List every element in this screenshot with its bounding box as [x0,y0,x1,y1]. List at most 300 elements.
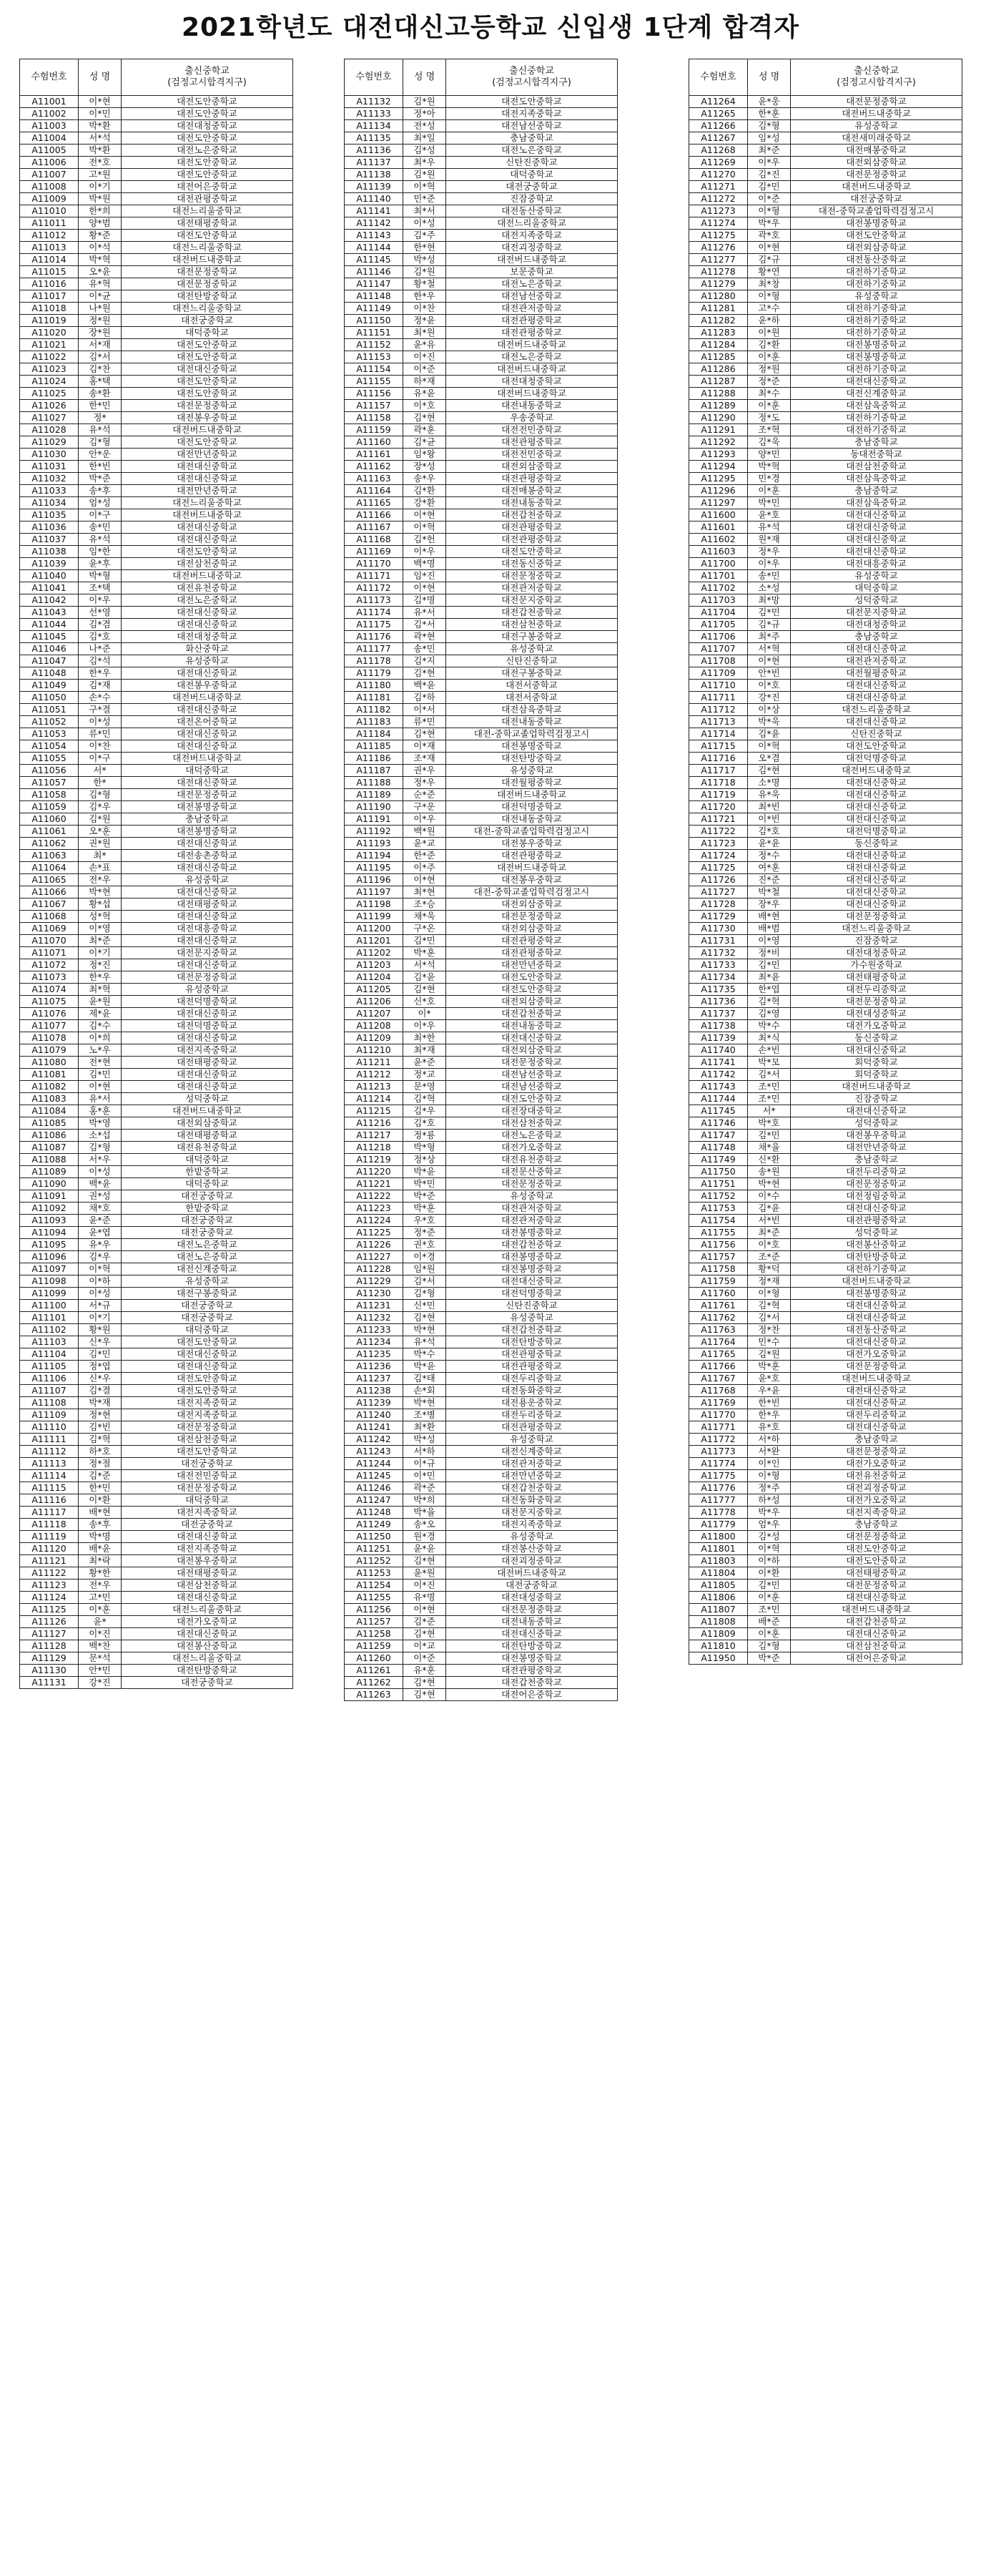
school-cell: 대전문지중학교 [122,947,293,959]
table-row [689,1592,962,1604]
table-row [345,1640,618,1652]
school-cell: 대전봉명중학교 [791,1288,962,1300]
name-cell: 김*균 [403,436,446,449]
name-cell: 이*훈 [748,1592,791,1604]
name-cell: 유*석 [748,521,791,534]
table-row [689,728,962,740]
name-cell: 정*준 [403,1227,446,1239]
name-cell: 이*혁 [748,740,791,753]
school-cell: 대전도안중학교 [122,108,293,120]
name-cell: 한*민 [79,400,122,412]
name-cell: 한*우 [403,290,446,303]
table-row [20,570,293,582]
name-cell: 강*환 [403,497,446,509]
table-row [689,388,962,400]
name-cell: 박*현 [79,886,122,898]
school-cell: 대전대흥중학교 [791,558,962,570]
school-cell: 대전새미래중학교 [791,132,962,145]
exam-number-cell: A11808 [689,1616,748,1628]
name-cell: 조*민 [748,1081,791,1093]
name-cell: 이*훈 [748,400,791,412]
table-row [689,1275,962,1288]
table-row [345,1239,618,1251]
name-cell: 김*수 [79,1020,122,1032]
table-row [689,680,962,692]
table-row [20,643,293,655]
table-row [345,594,618,607]
name-cell: 조*민 [748,1604,791,1616]
exam-number-cell: A11026 [20,400,79,412]
table-row [345,1288,618,1300]
table-row [345,1069,618,1081]
school-cell: 유성중학교 [446,1434,618,1446]
exam-number-cell: A11260 [345,1652,403,1665]
name-cell: 한*빈 [748,1397,791,1409]
table-row [345,1178,618,1190]
school-cell: 대전문정중학교 [122,400,293,412]
table-row [20,1494,293,1507]
school-cell: 대전태평중학교 [122,1057,293,1069]
table-row [345,1154,618,1166]
table-row [20,1604,293,1616]
name-cell: 최*한 [403,1032,446,1044]
table-row [689,643,962,655]
school-cell: 대전대신중학교 [791,376,962,388]
table-row [20,1470,293,1482]
school-cell: 대전지족중학교 [791,1507,962,1519]
name-cell: 김*현 [403,1677,446,1689]
table-row [689,242,962,254]
header-school-line1: 출신중학교 [854,66,899,77]
exam-number-cell: A11801 [689,1543,748,1555]
exam-number-cell: A11115 [20,1482,79,1494]
name-cell: 김*환 [748,339,791,351]
name-cell: 김*현 [403,1628,446,1640]
exam-number-cell: A11073 [20,971,79,984]
exam-number-cell: A11209 [345,1032,403,1044]
table-row [689,169,962,181]
exam-number-cell: A11050 [20,692,79,704]
table-row [20,1361,293,1373]
exam-number-cell: A11114 [20,1470,79,1482]
table-row [345,120,618,132]
header-school-line2: (검정고시합격지구) [492,77,571,88]
exam-number-cell: A11112 [20,1446,79,1458]
school-cell: 대전노은중학교 [122,1239,293,1251]
name-cell: 소*명 [748,777,791,789]
school-cell: 충남중학교 [791,485,962,497]
name-cell: 박*민 [748,497,791,509]
exam-number-cell: A11229 [345,1275,403,1288]
name-cell: 한*희 [79,205,122,217]
school-cell: 진잠중학교 [791,935,962,947]
name-cell: 한*준 [403,850,446,862]
exam-number-cell: A11261 [345,1665,403,1677]
table-row [20,1567,293,1580]
table-row [20,230,293,242]
exam-number-cell: A11772 [689,1434,748,1446]
name-cell: 백*명 [403,558,446,570]
name-cell: 손*빈 [748,1044,791,1057]
exam-number-cell: A11185 [345,740,403,753]
exam-number-cell: A11047 [20,655,79,667]
exam-number-cell: A11127 [20,1628,79,1640]
exam-number-cell: A11085 [20,1117,79,1130]
exam-number-cell: A11122 [20,1567,79,1580]
exam-number-cell: A11175 [345,619,403,631]
table-row [20,886,293,898]
exam-number-cell: A11097 [20,1263,79,1275]
school-cell: 대전대신중학교 [791,716,962,728]
exam-number-cell: A11164 [345,485,403,497]
name-cell: 김*환 [403,485,446,497]
school-cell: 대전대신중학교 [791,643,962,655]
exam-number-cell: A11224 [345,1215,403,1227]
name-cell: 제*윤 [79,1008,122,1020]
exam-number-cell: A11191 [345,813,403,826]
table-row [20,266,293,278]
name-cell: 박*재 [79,1397,122,1409]
name-cell: 이*진 [403,351,446,363]
school-cell: 대전버드내중학교 [791,108,962,120]
school-cell: 유성중학교 [791,290,962,303]
name-cell: 윤* [79,1616,122,1628]
name-cell: 최*준 [748,145,791,157]
name-cell: 이*하 [79,1275,122,1288]
school-cell: 대전문정중학교 [446,1604,618,1616]
exam-number-cell: A11233 [345,1324,403,1336]
exam-number-cell: A11201 [345,935,403,947]
school-cell: 대전문산중학교 [446,1166,618,1178]
table-row [20,388,293,400]
table-row [689,1567,962,1580]
table-row [20,996,293,1008]
exam-number-cell: A11130 [20,1665,79,1677]
table-row [345,497,618,509]
school-cell: 대전태평중학교 [122,1130,293,1142]
table-row [20,1312,293,1324]
exam-number-cell: A11221 [345,1178,403,1190]
name-cell: 김*현 [403,1689,446,1701]
name-cell: 한*민 [79,1482,122,1494]
school-cell: 신탄진중학교 [446,1300,618,1312]
school-cell: 대전관저중학교 [446,1458,618,1470]
table-row [689,509,962,521]
name-cell: 권*우 [403,765,446,777]
name-cell: 곽*현 [403,631,446,643]
exam-number-cell: A11057 [20,777,79,789]
exam-number-cell: A11193 [345,838,403,850]
table-row [345,351,618,363]
exam-number-cell: A11207 [345,1008,403,1020]
exam-number-cell: A11051 [20,704,79,716]
table-row [20,619,293,631]
table-row [20,1154,293,1166]
table-row [689,1057,962,1069]
table-row [345,971,618,984]
exam-number-cell: A11263 [345,1689,403,1701]
exam-number-cell: A11213 [345,1081,403,1093]
name-cell: 이*준 [403,1652,446,1665]
table-row [345,801,618,813]
table-row [345,1409,618,1421]
exam-number-cell: A11283 [689,327,748,339]
table-row [689,607,962,619]
table-row [345,436,618,449]
table-row [20,1336,293,1348]
table-row [345,765,618,777]
table-row [20,558,293,570]
name-cell: 박*혁 [748,461,791,473]
exam-number-cell: A11254 [345,1580,403,1592]
name-cell: 조*택 [79,582,122,594]
name-cell: 엄*성 [79,497,122,509]
exam-number-cell: A11737 [689,1008,748,1020]
table-row [20,145,293,157]
exam-number-cell: A11001 [20,96,79,108]
school-cell: 대전외삼중학교 [446,996,618,1008]
name-cell: 임*성 [748,132,791,145]
exam-number-cell: A11165 [345,497,403,509]
name-cell: 김*형 [748,120,791,132]
name-cell: 이*원 [748,327,791,339]
exam-number-cell: A11154 [345,363,403,376]
school-cell: 유성중학교 [791,120,962,132]
admission-table [344,59,618,1701]
name-cell: 이*성 [79,1166,122,1178]
school-cell: 대전노은중학교 [122,594,293,607]
table-row [345,1020,618,1032]
exam-number-cell: A11134 [345,120,403,132]
school-cell: 대덕중학교 [122,1178,293,1190]
name-cell: 황*연 [748,266,791,278]
exam-number-cell: A11092 [20,1203,79,1215]
school-cell: 유성중학교 [791,570,962,582]
name-cell: 전*우 [79,874,122,886]
name-cell: 문*영 [403,1081,446,1093]
exam-number-cell: A11012 [20,230,79,242]
school-cell: 대전지족중학교 [446,1519,618,1531]
name-cell: 이*인 [748,1458,791,1470]
table-row [20,157,293,169]
school-cell: 대전용운중학교 [446,1397,618,1409]
header-exam-number: 수험번호 [689,59,748,96]
school-cell: 대전-중학교졸업학력검정고시 [446,728,618,740]
table-row [345,303,618,315]
table-row [20,862,293,874]
name-cell: 우*윤 [748,1385,791,1397]
name-cell: 권*원 [79,838,122,850]
school-cell: 대전갑천중학교 [446,1324,618,1336]
table-row [20,327,293,339]
school-cell: 대전-중학교졸업학력검정고시 [791,205,962,217]
table-row [345,1130,618,1142]
exam-number-cell: A11759 [689,1275,748,1288]
school-cell: 대전유천중학교 [122,582,293,594]
exam-number-cell: A11603 [689,546,748,558]
exam-number-cell: A11208 [345,1020,403,1032]
name-cell: 김*현 [403,412,446,424]
exam-number-cell: A11244 [345,1458,403,1470]
table-row [345,704,618,716]
school-cell: 대전문지중학교 [791,607,962,619]
school-cell: 대전대신중학교 [122,862,293,874]
school-cell: 대전만년중학교 [791,1142,962,1154]
school-cell: 대전-중학교졸업학력검정고시 [446,826,618,838]
school-cell: 대전관평중학교 [446,436,618,449]
name-cell: 황*철 [403,278,446,290]
name-cell: 박*준 [748,1652,791,1665]
table-row [345,181,618,193]
table-row [689,412,962,424]
name-cell: 박*훈 [748,1361,791,1373]
name-cell: 김*영 [748,1008,791,1020]
school-cell: 대전외삼중학교 [446,1044,618,1057]
exam-number-cell: A11277 [689,254,748,266]
exam-number-cell: A11189 [345,789,403,801]
table-row [345,1652,618,1665]
school-cell: 유성중학교 [122,874,293,886]
school-cell: 대전대신중학교 [791,1300,962,1312]
table-row [689,594,962,607]
exam-number-cell: A11248 [345,1507,403,1519]
exam-number-cell: A11235 [345,1348,403,1361]
table-row [689,1324,962,1336]
table-row [345,1008,618,1020]
table-row [20,449,293,461]
school-cell: 대전느리울중학교 [122,1652,293,1665]
name-cell: 채*율 [748,1142,791,1154]
school-cell: 대전대성중학교 [791,1008,962,1020]
school-cell: 대전대흥중학교 [122,923,293,935]
name-cell: 박*민 [403,1178,446,1190]
school-cell: 대전느리울중학교 [122,303,293,315]
table-row [20,1507,293,1519]
header-exam-number: 수험번호 [345,59,403,96]
exam-number-cell: A11708 [689,655,748,667]
school-cell: 유성중학교 [446,765,618,777]
school-cell: 대전전민중학교 [446,424,618,436]
name-cell: 박*현 [403,1324,446,1336]
exam-number-cell: A11113 [20,1458,79,1470]
exam-number-cell: A11039 [20,558,79,570]
name-cell: 서*빈 [748,1215,791,1227]
name-cell: 이*호 [748,680,791,692]
school-cell: 대전문지중학교 [446,594,618,607]
exam-number-cell: A11150 [345,315,403,327]
name-cell: 조*승 [403,898,446,911]
school-cell: 대전두리중학교 [446,1373,618,1385]
name-cell: 한*엽 [748,984,791,996]
table-row [20,716,293,728]
table-row [689,1312,962,1324]
exam-number-cell: A11003 [20,120,79,132]
name-cell: 최* [79,850,122,862]
name-cell: 이*주 [403,862,446,874]
table-row [689,1215,962,1227]
name-cell: 임*왕 [403,449,446,461]
name-cell: 이*훈 [748,485,791,497]
table-row [689,813,962,826]
exam-number-cell: A11806 [689,1592,748,1604]
name-cell: 박*환 [79,145,122,157]
table-row [689,655,962,667]
school-cell: 대전대신중학교 [791,1397,962,1409]
name-cell: 김*형 [79,789,122,801]
school-cell: 대전버드내중학교 [446,789,618,801]
name-cell: 이*구 [79,509,122,521]
school-cell: 대전하기중학교 [791,424,962,436]
table-row [689,1616,962,1628]
school-cell: 대전버드내중학교 [122,1105,293,1117]
name-cell: 김*윤 [748,728,791,740]
school-cell: 대전온어중학교 [122,716,293,728]
table-row [345,1677,618,1689]
school-cell: 대전관평중학교 [446,1361,618,1373]
table-row [20,242,293,254]
table-row [689,449,962,461]
name-cell: 박*형 [79,570,122,582]
table-row [689,1093,962,1105]
school-cell: 대전두리중학교 [791,1409,962,1421]
school-cell: 대전봉우중학교 [122,680,293,692]
exam-number-cell: A11752 [689,1190,748,1203]
name-cell: 순*준 [403,789,446,801]
exam-number-cell: A11056 [20,765,79,777]
table-row [345,1458,618,1470]
name-cell: 이*현 [403,1604,446,1616]
exam-number-cell: A11070 [20,935,79,947]
table-row [20,1434,293,1446]
school-cell: 대전가오중학교 [446,1142,618,1154]
name-cell: 권*성 [79,1190,122,1203]
table-row [20,1032,293,1044]
name-cell: 김*결 [79,1385,122,1397]
table-row [345,1446,618,1458]
table-row [345,461,618,473]
exam-number-cell: A11021 [20,339,79,351]
exam-number-cell: A11295 [689,473,748,485]
school-cell: 대전느리울중학교 [791,923,962,935]
school-cell: 대전정림중학교 [791,1190,962,1203]
exam-number-cell: A11042 [20,594,79,607]
school-cell: 대전관평중학교 [446,521,618,534]
name-cell: 김*우 [79,801,122,813]
table-row [20,655,293,667]
school-cell: 대전관평중학교 [122,193,293,205]
exam-number-cell: A11280 [689,290,748,303]
table-row [20,1081,293,1093]
exam-number-cell: A11249 [345,1519,403,1531]
school-cell: 대전남선중학교 [446,290,618,303]
table-row [689,947,962,959]
school-cell: 대전도안중학교 [122,169,293,181]
name-cell: 장*원 [79,327,122,339]
exam-number-cell: A11243 [345,1446,403,1458]
name-cell: 김*준 [79,1470,122,1482]
exam-number-cell: A11024 [20,376,79,388]
exam-number-cell: A11228 [345,1263,403,1275]
name-cell: 하*호 [79,1446,122,1458]
name-cell: 권*호 [403,1239,446,1251]
name-cell: 김*헌 [403,534,446,546]
school-cell: 가수원중학교 [791,959,962,971]
table-row [689,1640,962,1652]
name-cell: 한*현 [403,242,446,254]
exam-number-cell: A11174 [345,607,403,619]
table-row [689,898,962,911]
table-row [345,1580,618,1592]
